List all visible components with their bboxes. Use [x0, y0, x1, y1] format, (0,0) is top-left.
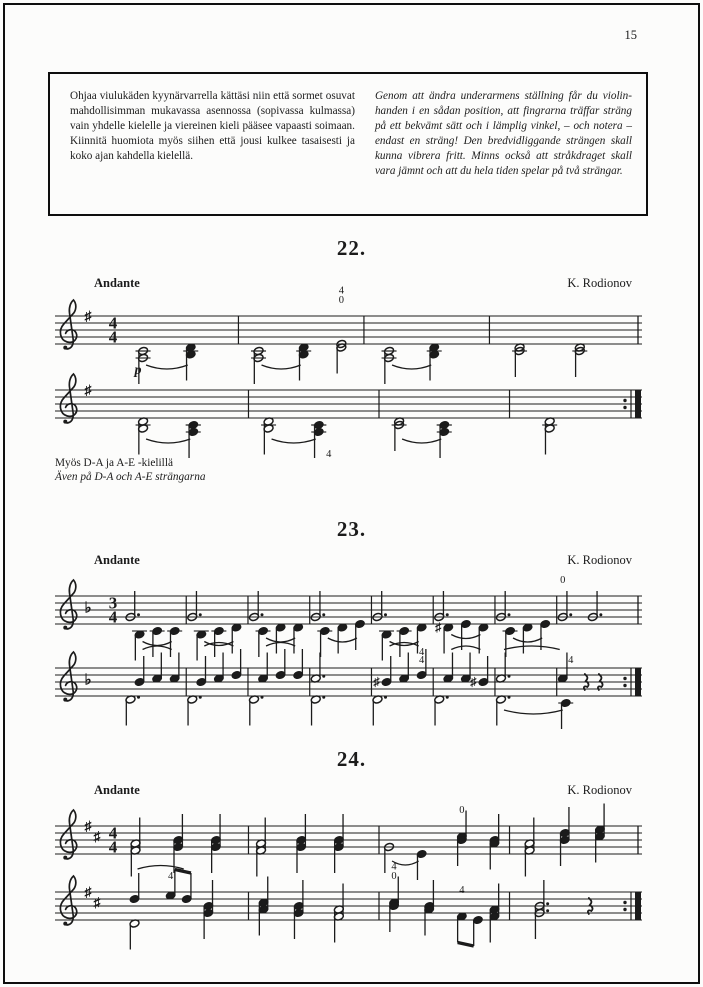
svg-text:♭: ♭ — [84, 672, 92, 689]
tempo-marking: Andante — [94, 553, 140, 567]
svg-text:4: 4 — [326, 449, 332, 460]
svg-text:4: 4 — [108, 313, 118, 333]
svg-text:4: 4 — [108, 837, 118, 857]
exercise-24-meta — [50, 783, 648, 799]
svg-text:4: 4 — [419, 647, 425, 658]
caption-swedish: Även på D-A och A-E strängarna — [55, 471, 206, 484]
exercise-22-caption — [55, 456, 206, 484]
instruction-text-swedish: Genom att ändra underarmens ställning får du violinhanden i en sådan position, att fingrarna träffar sträng på ett bekvämt sätt och i lämplig vinkel, – och notera – endast en sträng! Den bredvidliggande strängen skall kunna vibrera fritt. Minns också att stråkdraget skall vara jämnt och att du hela tiden spelar på två strängar. — [374, 90, 632, 177]
exercise-23-heading: 23. — [336, 517, 367, 541]
page-number: 15 — [624, 28, 637, 42]
instruction-box — [48, 72, 648, 216]
tempo-marking: Andante — [94, 276, 140, 290]
svg-text:4: 4 — [391, 861, 397, 873]
svg-text:0: 0 — [391, 871, 397, 882]
svg-text:4: 4 — [338, 285, 344, 297]
music-system-22-line2 — [50, 364, 650, 464]
svg-text:♭: ♭ — [84, 600, 92, 617]
tempo-marking: Andante — [94, 783, 140, 797]
svg-text:4: 4 — [419, 655, 425, 666]
exercise-23-meta — [50, 553, 648, 569]
svg-text:♯: ♯ — [435, 620, 442, 635]
svg-text:♯: ♯ — [84, 309, 92, 325]
instruction-text-finnish: Ohjaa viulukäden kyynärvarrella kättäsi niin että sormet osuvat mahdollisimman mukavassa asennossa (sopivassa kulmassa) vain yhdelle kielelle ja viereinen kieli pääsee vapaasti soimaan. Kiinnitä huomiota myös siihen että jousi kulkee tasaisesti ja koko ajan kahdella kielellä. — [70, 90, 355, 162]
svg-text:4: 4 — [108, 327, 118, 347]
composer-name: K. Rodionov — [567, 276, 632, 290]
svg-text:♯: ♯ — [93, 896, 101, 911]
music-system-24-line2 — [50, 861, 650, 966]
caption-finnish: Myös D-A ja A-E -kielillä — [55, 457, 173, 469]
svg-text:4: 4 — [568, 655, 574, 666]
music-system-23-line2 — [50, 642, 650, 742]
svg-text:0: 0 — [560, 575, 566, 586]
svg-text:p: p — [134, 363, 142, 378]
svg-text:♯: ♯ — [84, 819, 92, 835]
svg-text:♯: ♯ — [84, 885, 92, 901]
composer-name: K. Rodionov — [567, 783, 632, 797]
svg-text:4: 4 — [459, 885, 465, 896]
svg-text:4: 4 — [108, 823, 118, 843]
svg-text:♯: ♯ — [93, 830, 101, 845]
composer-name: K. Rodionov — [567, 553, 632, 567]
svg-text:0: 0 — [338, 295, 344, 306]
svg-text:4: 4 — [108, 607, 118, 627]
svg-text:0: 0 — [459, 805, 465, 816]
svg-text:3: 3 — [108, 593, 118, 613]
svg-text:4: 4 — [168, 871, 174, 882]
svg-text:♯: ♯ — [373, 675, 380, 689]
exercise-22-heading: 22. — [336, 236, 367, 260]
svg-text:♯: ♯ — [470, 675, 477, 689]
svg-text:♯: ♯ — [84, 383, 92, 399]
exercise-24-heading: 24. — [336, 747, 367, 771]
